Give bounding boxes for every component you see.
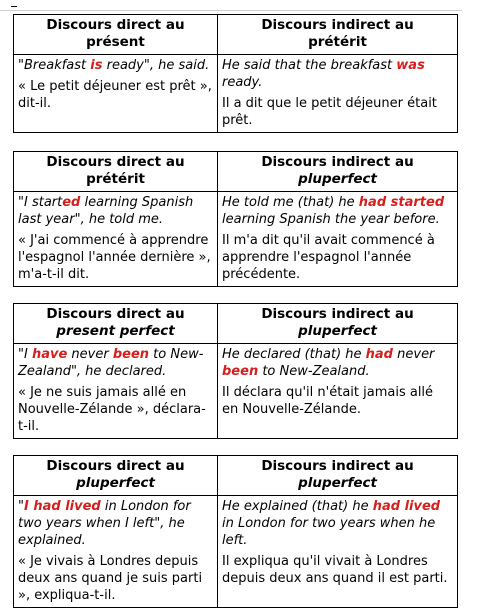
sentence-text: never <box>393 347 435 362</box>
table-header-row <box>14 456 458 496</box>
table-header-row <box>14 304 458 344</box>
indirect-speech-cell <box>218 192 458 287</box>
sentence-text: " <box>18 499 24 514</box>
indirect-speech-cell <box>218 55 458 133</box>
direct-french: « Je vivais à Londres depuis deux ans quand je suis parti », expliqua-t-il. <box>18 554 203 603</box>
indirect-english <box>222 57 453 91</box>
sentence-text: learning Spanish the year before. <box>222 212 440 227</box>
indirect-french: Il a dit que le petit déjeuner était prêt. <box>222 96 437 128</box>
sentence-text: ready", he said. <box>102 58 210 73</box>
sentence-text: "Breakfast <box>18 58 91 73</box>
indirect-french: Il expliqua qu'il vivait à Londres depuis deux ans quand il est parti. <box>222 554 448 586</box>
grammar-table-present-perfect <box>13 303 458 439</box>
top-rule <box>0 10 462 11</box>
highlighted-verb: had started <box>358 195 445 210</box>
highlighted-verb: had lived <box>372 499 441 514</box>
highlighted-verb: was <box>396 58 425 73</box>
sentence-text: "I <box>18 347 32 362</box>
header-direct: Discours direct au present perfect <box>14 304 218 344</box>
direct-speech-cell <box>14 496 218 608</box>
indirect-speech-cell <box>218 496 458 608</box>
header-direct: Discours direct au prétérit <box>14 152 218 192</box>
sentence-text: learning Spanish last year", he told me. <box>18 195 194 227</box>
sentence-text: He declared (that) he <box>222 347 366 362</box>
sentence-text: He said that the breakfast <box>222 58 397 73</box>
direct-speech-cell <box>14 344 218 439</box>
sentence-text: never <box>67 347 113 362</box>
table-header-row <box>14 152 458 192</box>
table-row <box>14 496 458 608</box>
highlighted-verb: have <box>31 347 68 362</box>
header-indirect: Discours indirect au prétérit <box>218 15 458 55</box>
indirect-english <box>222 346 453 380</box>
direct-french: « J'ai commencé à apprendre l'espagnol l'année dernière », m'a-t-il dit. <box>18 233 211 282</box>
indirect-speech-cell <box>218 344 458 439</box>
sentence-text: to New-Zealand", he declared. <box>18 347 204 379</box>
highlighted-verb: is <box>90 58 103 73</box>
direct-speech-cell <box>14 192 218 287</box>
header-indirect: Discours indirect au pluperfect <box>218 456 458 496</box>
table-row <box>14 192 458 287</box>
direct-speech-cell <box>14 55 218 133</box>
header-indirect: Discours indirect au pluperfect <box>218 304 458 344</box>
top-mark <box>11 6 17 7</box>
highlighted-verb: ed <box>62 195 81 210</box>
highlighted-verb: been <box>112 347 150 362</box>
table-row <box>14 55 458 133</box>
indirect-french: Il déclara qu'il n'était jamais allé en Nouvelle-Zélande. <box>222 385 434 417</box>
direct-english <box>18 194 213 228</box>
sentence-text: in London for two years when he left. <box>222 516 436 548</box>
direct-english <box>18 498 213 549</box>
indirect-french: Il m'a dit qu'il avait commencé à apprendre l'espagnol l'année précédente. <box>222 233 435 282</box>
sentence-text: to New-Zealand. <box>258 364 370 379</box>
direct-english <box>18 57 213 74</box>
sentence-text: He told me (that) he <box>222 195 359 210</box>
indirect-english <box>222 194 453 228</box>
grammar-table-pluperfect <box>13 455 458 608</box>
highlighted-verb: been <box>222 364 259 379</box>
indirect-english <box>222 498 453 549</box>
sentence-text: "I start <box>18 195 63 210</box>
highlighted-verb: had <box>365 347 393 362</box>
table-row <box>14 344 458 439</box>
direct-english <box>18 346 213 380</box>
direct-french: « Le petit déjeuner est prêt », dit-il. <box>18 79 212 111</box>
grammar-table-preterit <box>13 151 458 287</box>
table-header-row <box>14 15 458 55</box>
sentence-text: ready. <box>222 75 263 90</box>
sentence-text: He explained (that) he <box>222 499 373 514</box>
header-indirect: Discours indirect au pluperfect <box>218 152 458 192</box>
direct-french: « Je ne suis jamais allé en Nouvelle-Zélande », déclara-t-il. <box>18 385 206 434</box>
grammar-table-present <box>13 14 458 133</box>
sentence-text: in London for two years when I left", he explained. <box>18 499 191 548</box>
header-direct: Discours direct au pluperfect <box>14 456 218 496</box>
highlighted-verb: I had lived <box>23 499 101 514</box>
header-direct: Discours direct au présent <box>14 15 218 55</box>
